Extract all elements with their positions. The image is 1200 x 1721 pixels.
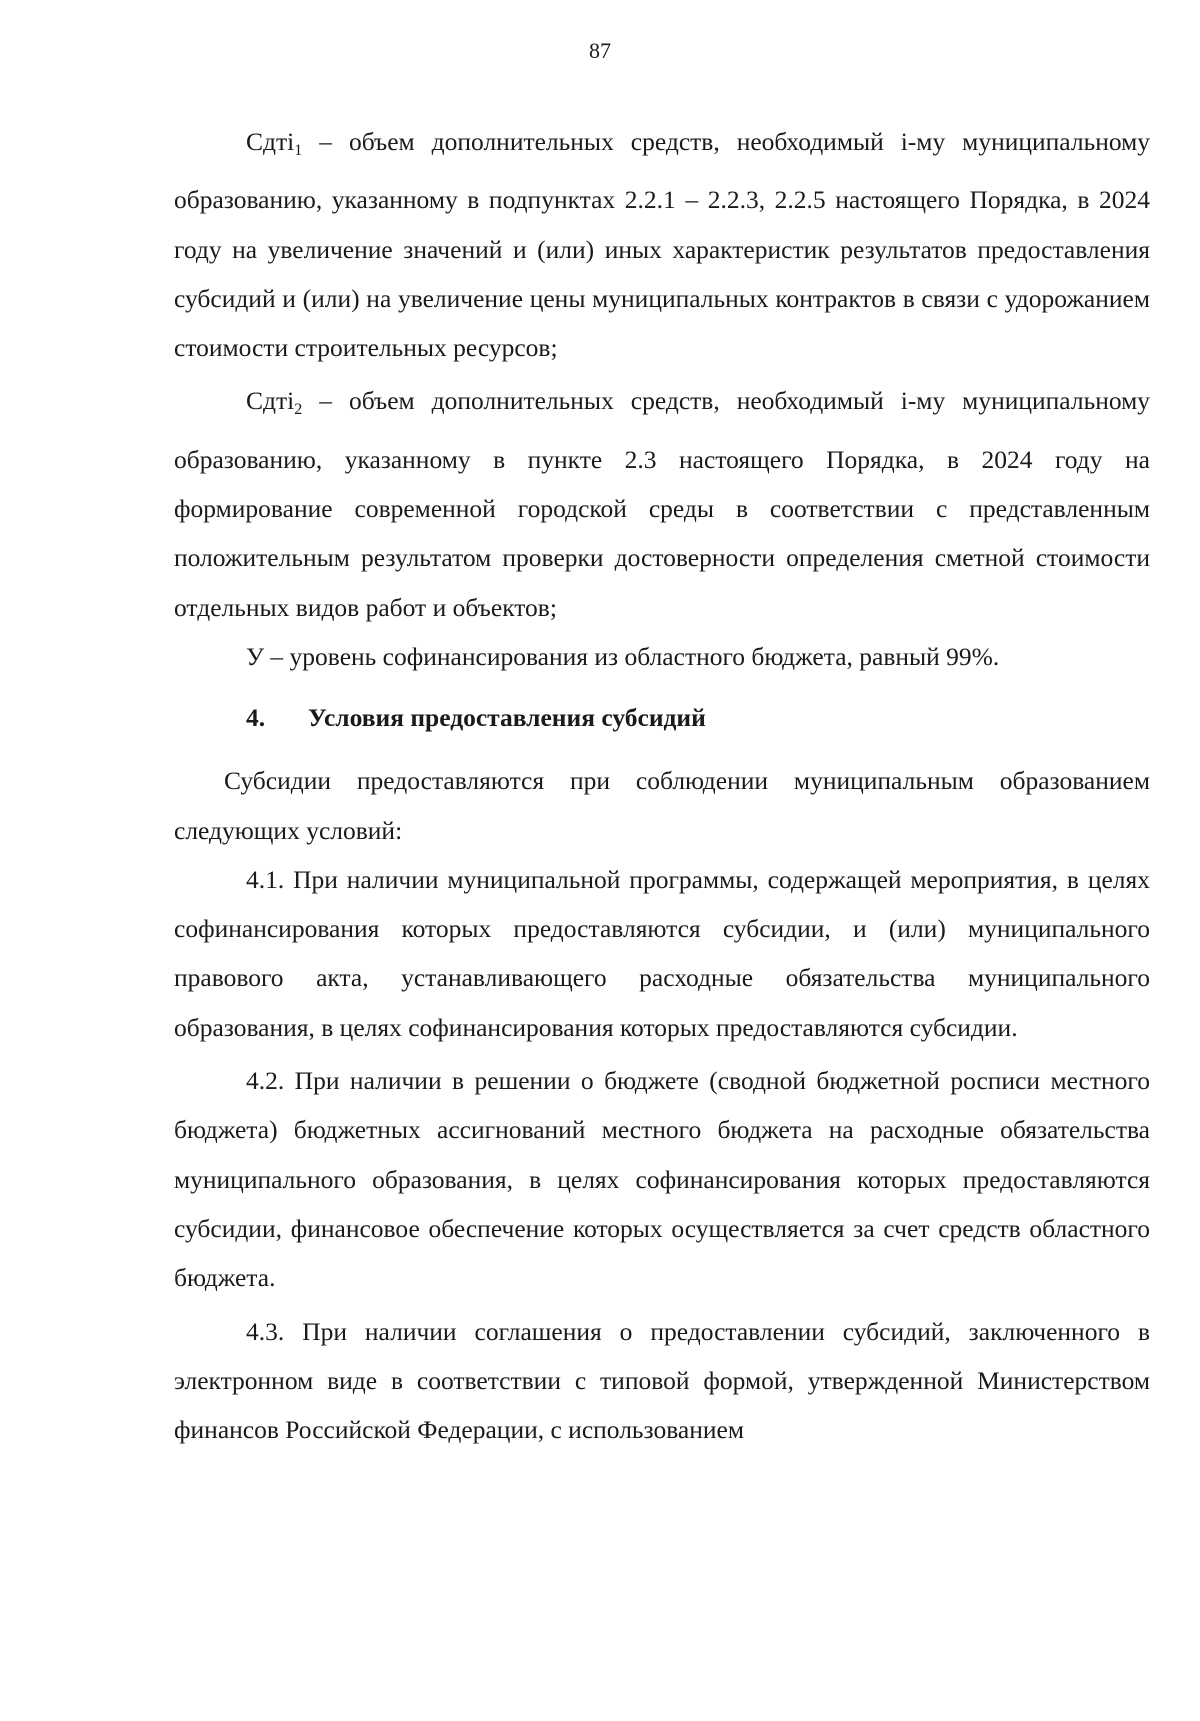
condition-paragraph-4-1: 4.1. При наличии муниципальной программы, содержащей мероприятия, в целях софинансирования которых предоставляются субсидии, и (или) муниципального правового акта, устанавливающего расходные обязательства муниципального образования, в целях софинансирования которых предоставляются субсидии.	[174, 864, 1150, 1042]
condition-paragraph-4-2: 4.2. При наличии в решении о бюджете (сводной бюджетной росписи местного бюджета) бюджетных ассигнований местного бюджета на расходные обязательства муниципального образования, в целях софинансирования которых предоставляются субсидии, финансовое обеспечение которых осуществляется за счет средств областного бюджета.	[174, 1066, 1150, 1293]
intro-paragraph: Субсидии предоставляются при соблюдении муниципальным образованием следующих условий:	[174, 766, 1150, 845]
section-number: 4.	[246, 703, 266, 733]
definition-text: У – уровень софинансирования из областного бюджета, равный 99%.	[246, 641, 1000, 671]
formula-symbol: Сдтi	[246, 127, 295, 156]
definition-text: – объем дополнительных средств, необходимый i-му муниципальному образованию, указанному в подпунктах 2.2.1 – 2.2.3, 2.2.5 настоящего Порядка, в 2024 году на увеличение значений и (или) иных характеристик результатов предоставления субсидий и (или) на увеличение цены муниципальных контрактов в связи с удорожанием стоимости строительных ресурсов;	[174, 127, 1150, 363]
section-heading	[174, 693, 1150, 742]
condition-paragraph-4-3: 4.3. При наличии соглашения о предоставлении субсидий, заключенного в электронном виде в соответствии с типовой формой, утвержденной Министерством финансов Российской Федерации, с использованием	[174, 1316, 1150, 1445]
section-title: Условия предоставления субсидий	[308, 703, 706, 733]
definition-paragraph-u	[174, 632, 1150, 681]
formula-subscript: 2	[294, 401, 303, 419]
formula-symbol: Сдтi	[246, 386, 295, 416]
definition-paragraph-sdti1	[174, 117, 1150, 372]
page-number: 87	[589, 38, 611, 63]
document-body	[174, 117, 1150, 1454]
definition-paragraph-sdti2	[174, 376, 1150, 631]
formula-subscript: 1	[294, 142, 303, 159]
definition-text: – объем дополнительных средств, необходимый i-му муниципальному образованию, указанному в пункте 2.3 настоящего Порядка, в 2024 году на формирование современной городской среды в соответствии с представленным положительным результатом проверки достоверности определения сметной стоимости отдельных видов работ и объектов;	[174, 386, 1150, 622]
